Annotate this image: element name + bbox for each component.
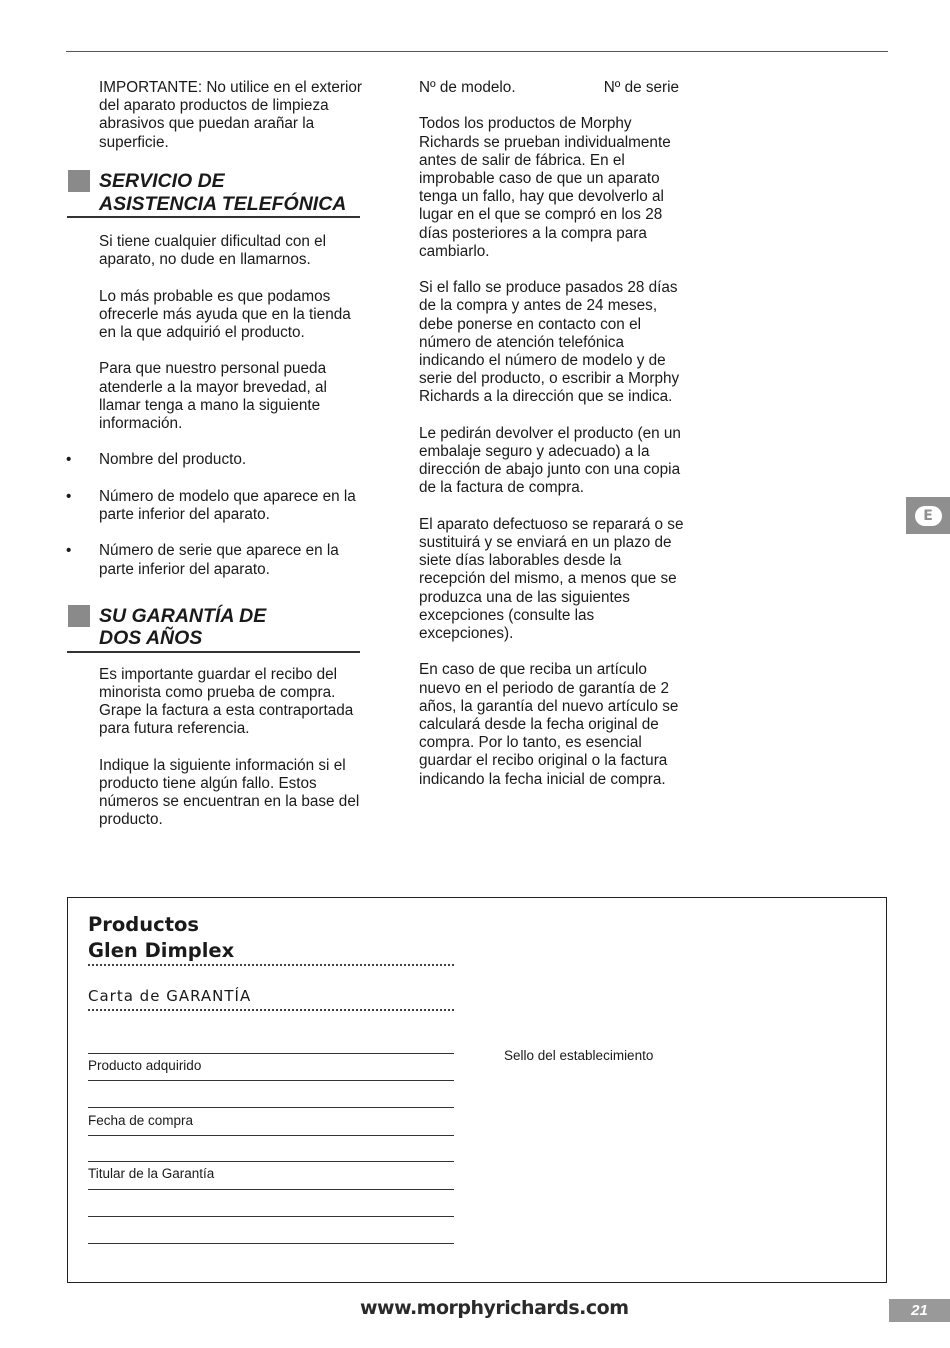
- serial-number-label: Nº de serie: [603, 79, 679, 96]
- store-stamp-label: Sello del establecimiento: [504, 1048, 654, 1063]
- website-url: www.morphyrichards.com: [360, 1297, 629, 1319]
- heading-square-icon: [68, 605, 90, 627]
- section-heading-telephone: [99, 170, 364, 215]
- warranty-card-title: Carta de GARANTÍA: [88, 987, 252, 1005]
- paragraph: Le pedirán devolver el producto (en un embalaje seguro y adecuado) a la dirección de abajo junto con una copia de la factura de compra.: [419, 424, 681, 497]
- paragraph: Para que nuestro personal pueda atenderle a la mayor brevedad, al llamar tenga a mano la siguiente información.: [99, 360, 327, 432]
- brand-line: Glen Dimplex: [88, 939, 235, 962]
- paragraph: Indique la siguiente información si el producto tiene algún fallo. Estos números se encuentran en la base del producto.: [99, 756, 360, 829]
- paragraph: Es importante guardar el recibo del minorista como prueba de compra. Grape la factura a esta contraportada para futura referencia.: [99, 665, 354, 738]
- form-line: [88, 1080, 454, 1081]
- language-tab: [906, 497, 950, 534]
- heading-telephone: SERVICIO DE ASISTENCIA TELEFÓNICA: [99, 170, 347, 215]
- form-line: [88, 1135, 454, 1136]
- model-serial-row: [419, 79, 679, 97]
- form-line: [88, 1216, 454, 1217]
- paragraph: Lo más probable es que podamos ofrecerle más ayuda que en la tienda en la que adquirió el producto.: [99, 287, 351, 341]
- language-badge: E: [915, 506, 942, 526]
- paragraph: En caso de que reciba un artículo nuevo en el periodo de garantía de 2 años, la garantía del nuevo artículo se calculará desde la fecha original de compra. Por lo tanto, es esencial guardar el recibo original o la factura indicando la fecha inicial de compra.: [419, 661, 679, 788]
- heading-underline: [67, 216, 360, 218]
- bullet-item: • Nombre del producto.: [99, 451, 364, 469]
- paragraph: Si tiene cualquier dificultad con el aparato, no dude en llamarnos.: [99, 233, 327, 269]
- form-line: [88, 1243, 454, 1244]
- form-line: [88, 1053, 454, 1054]
- bullet-item: • Número de modelo que aparece en la parte inferior del aparato.: [99, 488, 364, 524]
- heading-square-icon: [68, 170, 90, 192]
- brand-name: [88, 912, 234, 964]
- top-rule: [66, 51, 888, 52]
- page-number: 21: [889, 1299, 950, 1322]
- heading-warranty: SU GARANTÍA DE DOS AÑOS: [99, 604, 267, 650]
- heading-underline: [67, 651, 360, 653]
- model-number-label: Nº de modelo.: [419, 79, 516, 96]
- intro-text: IMPORTANTE: No utilice en el exterior del aparato productos de limpieza abrasivos que puedan arañar la superficie.: [99, 79, 362, 151]
- bullet-item: • Número de serie que aparece en la parte inferior del aparato.: [99, 542, 364, 578]
- paragraph: Si el fallo se produce pasados 28 días de la compra y antes de 24 meses, debe ponerse en contacto con el número de atención telefónica indicando el número de modelo y de serie del producto, o escribir a Morphy Richards a la dirección que se indica.: [419, 279, 680, 406]
- left-column: [99, 79, 364, 848]
- right-column: [419, 79, 684, 807]
- field-label-holder: Titular de la Garantía: [88, 1166, 215, 1181]
- warranty-card: [67, 897, 887, 1283]
- section-heading-warranty: [99, 605, 364, 650]
- form-line: [88, 1189, 454, 1190]
- dotted-divider: [88, 1009, 454, 1011]
- form-line: [88, 1161, 454, 1162]
- paragraph: El aparato defectuoso se reparará o se sustituirá y se enviará en un plazo de siete días laborables desde la recepción del mismo, a menos que se produzca una de las siguientes excepciones (consulte las excepciones).: [419, 515, 684, 643]
- brand-line: Productos: [88, 913, 200, 936]
- field-label-product: Producto adquirido: [88, 1058, 202, 1073]
- dotted-divider: [88, 964, 454, 966]
- info-bullet-list: [99, 451, 364, 578]
- paragraph: Todos los productos de Morphy Richards se prueban individualmente antes de salir de fábrica. En el improbable caso de que un aparato tenga un fallo, hay que devolverlo al lugar en el que se compró en los 28 días posteriores a la compra para cambiarlo.: [419, 115, 671, 260]
- field-label-purchase-date: Fecha de compra: [88, 1113, 194, 1128]
- form-line: [88, 1107, 454, 1108]
